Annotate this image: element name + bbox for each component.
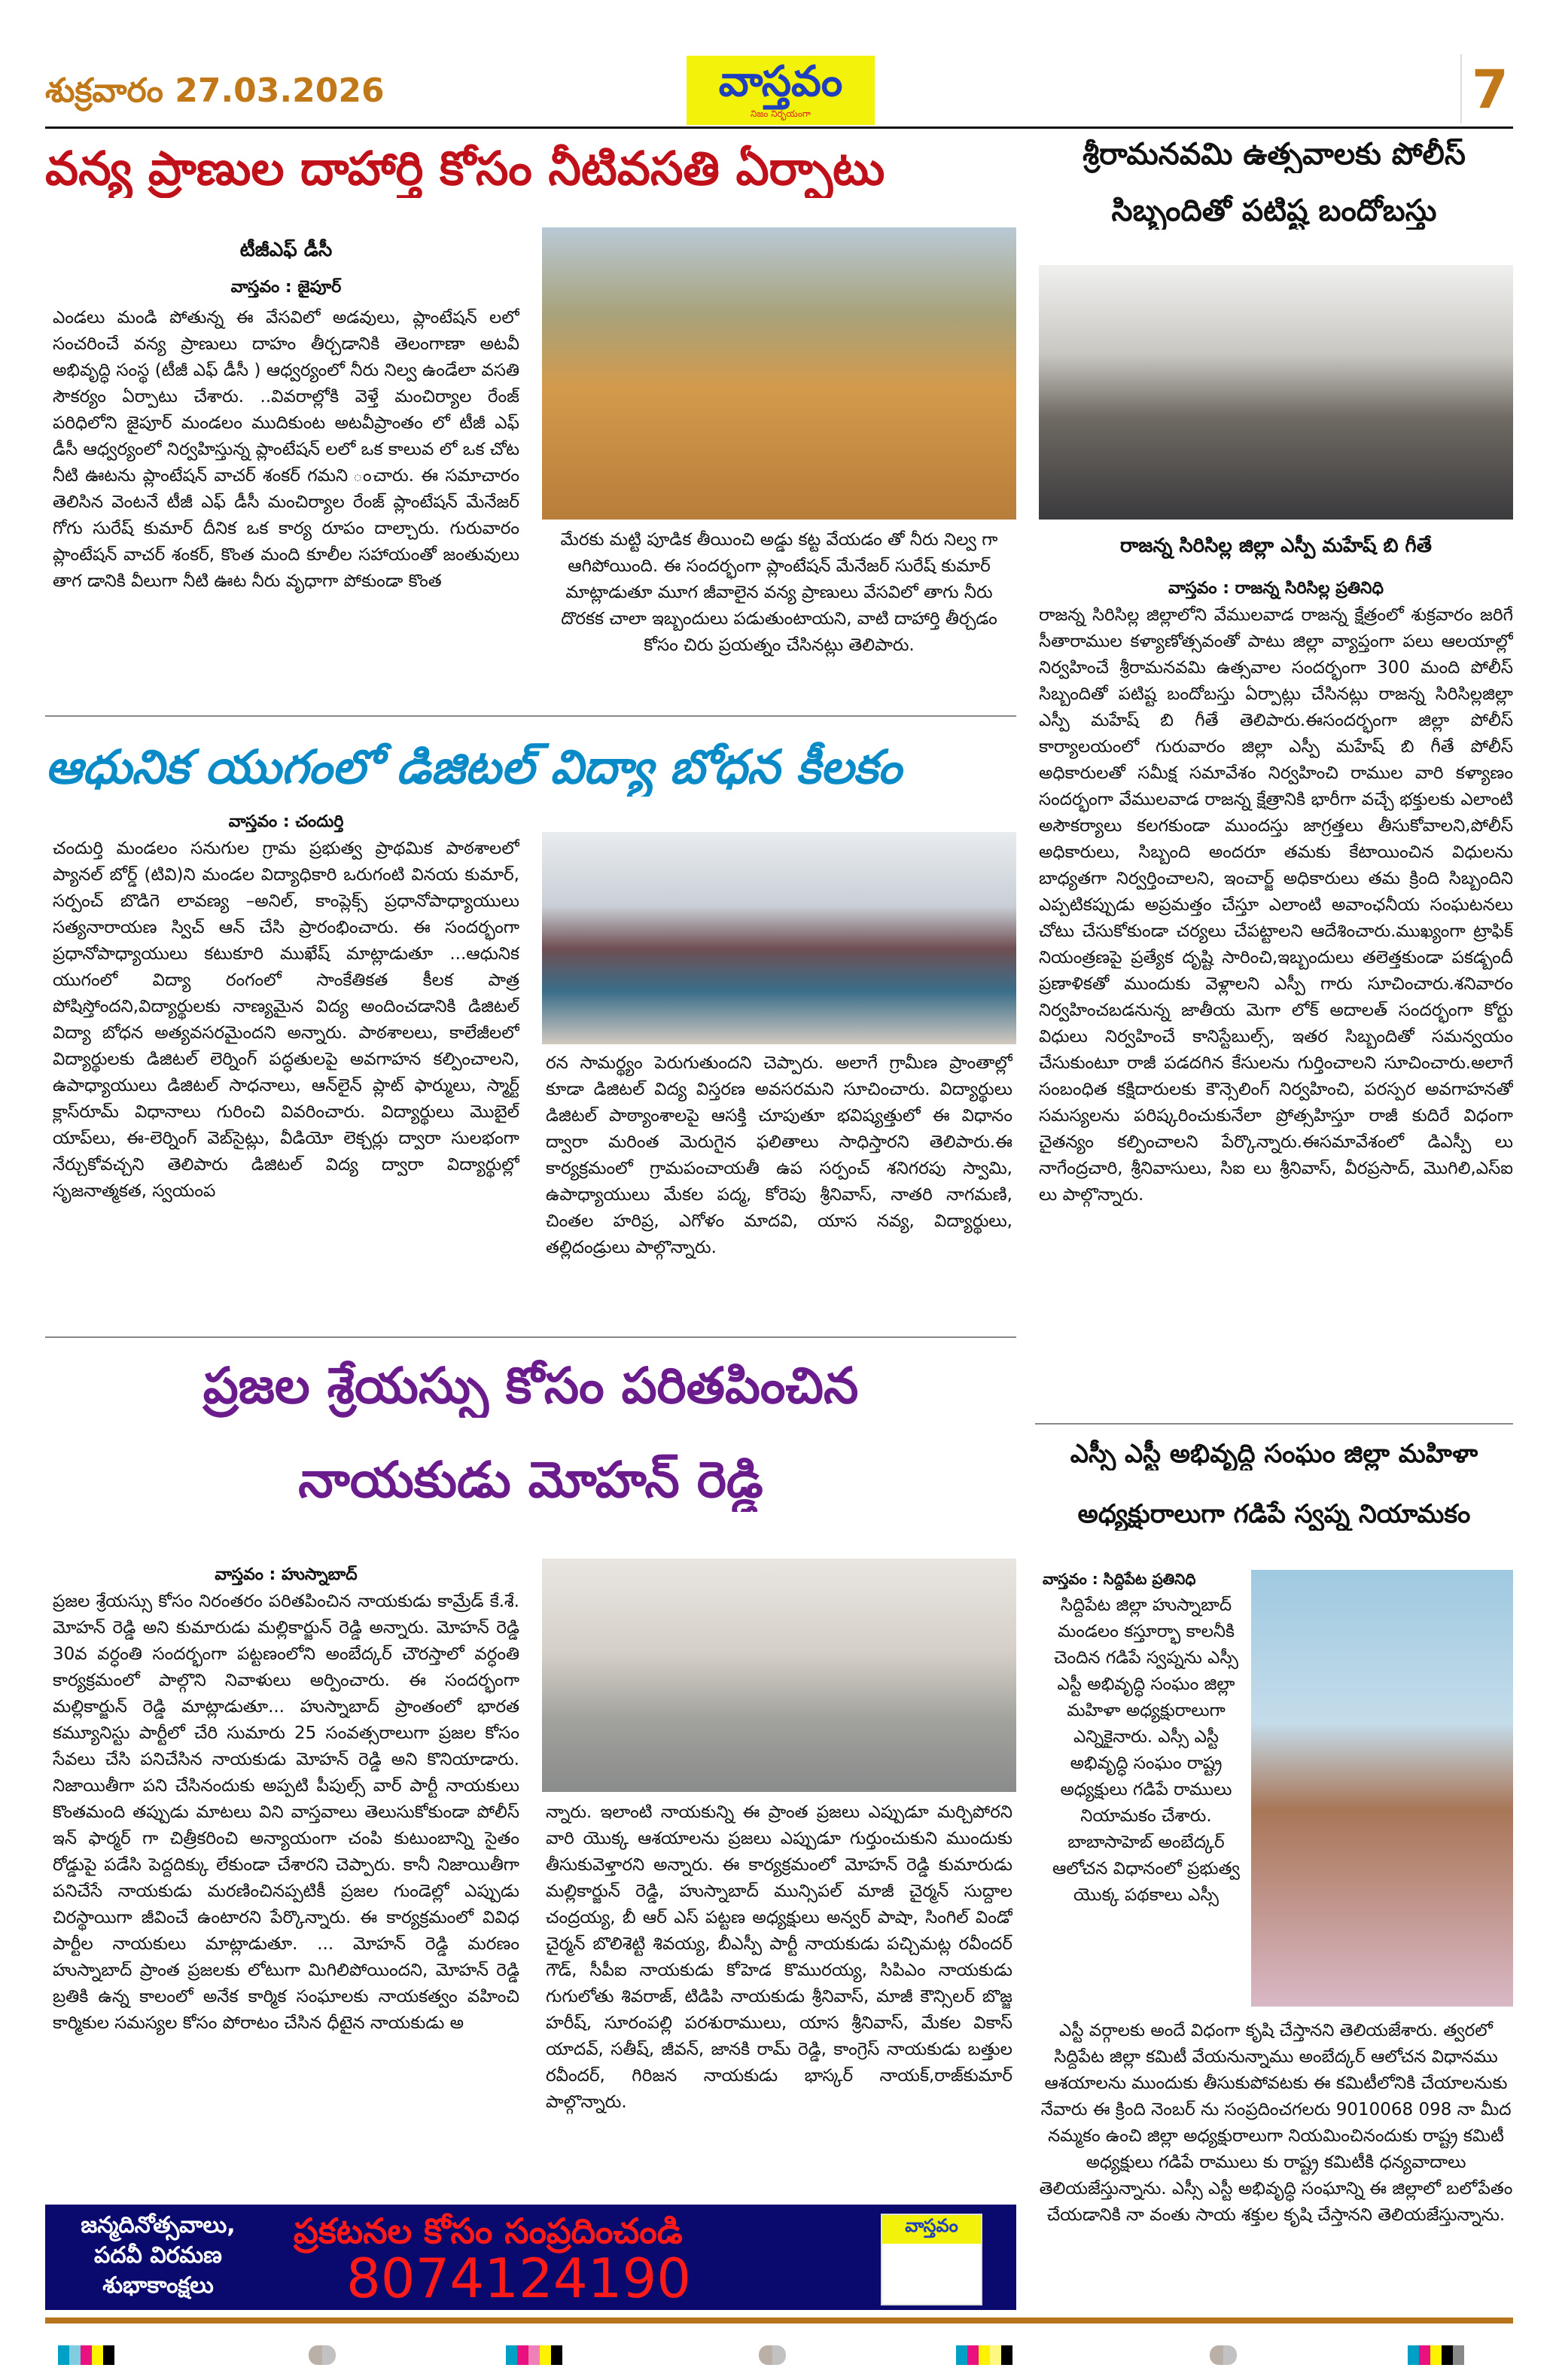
newspaper-logo — [687, 56, 875, 125]
article1-col2: మేరకు మట్టి పూడిక తీయించి అడ్డు కట్ట వేయడం తో నీరు నిల్వ గా ఆగిపోయింది. ఈ సందర్భంగా ప్లాంటేషన్ మేనేజర్ సురేష్ కుమార్ మాట్లాడుతూ మూగ జీవాలైన వన్య ప్రాణులు వేసవిలో తాగు నీరు దొరకక చాలా ఇబ్బందులు పడుతుంటాయని, వాటి దాహార్తి తీర్చడం కోసం చిరు ప్రయత్నం చేసినట్లు తెలిపారు. — [560, 530, 998, 655]
right1-photo-police-meeting — [1039, 265, 1513, 520]
color-bar — [92, 2345, 103, 2365]
ad-phone: 8074124190 — [346, 2247, 692, 2310]
article2-col1: చందుర్తి మండలం సనుగుల గ్రామ ప్రభుత్వ ప్రాథమిక పాఠశాలలో ప్యానల్ బోర్డ్ (టివి)ని మండల విద్యాధికారి ఒరుగంటి వినయ కుమార్, సర్పంచ్ బొడిగె లావణ్య –అనిల్, కాంప్లెక్స్ ప్రధానోపాధ్యాయులు సత్యనారాయణ స్విచ్ ఆన్ చేసి ప్రారంభించారు. ఈ సందర్భంగా ప్రధానోపాధ్యాయులు కటుకూరి ముఖేష్ మాట్లాడుతూ ...ఆధునిక యుగంలో విద్యా రంగంలో సాంకేతికత కీలక పాత్ర పోషిస్తోందని,విద్యార్థులకు నాణ్యమైన విద్య అందించడానికి డిజిటల్ విద్యా బోధన అత్యవసరమైందని అన్నారు. పాఠశాలలు, కాలేజీలలో విద్యార్థులకు డిజిటల్ లెర్నింగ్ పద్ధతులపై అవగాహన కల్పించాలని, ఉపాధ్యాయులు డిజిటల్ సాధనాలు, ఆన్‌లైన్ ప్లాట్ ఫార్ములు, స్మార్ట్ క్లాస్‌రూమ్ విధానాలు గురించి వివరించారు. విద్యార్థులు మొబైల్ యాప్‌లు, ఈ-లెర్నింగ్ వెబ్‌సైట్లు, వీడియో లెక్చర్లు ద్వారా సులభంగా నేర్చుకోవచ్చని తెలిపారు డిజిటల్ విద్య ద్వారా విద్యార్థుల్లో సృజనాత్మకత, స్వయంప — [53, 839, 519, 1201]
color-bar — [69, 2345, 81, 2365]
divider — [45, 715, 1016, 717]
right2-headline-line1: ఎస్సీ ఎస్టీ అభివృద్ధి సంఘం జిల్లా మహిళా — [1070, 1439, 1478, 1469]
divider — [1035, 1423, 1513, 1425]
color-bar — [551, 2345, 562, 2365]
right1-body: రాజన్న సిరిసిల్ల జిల్లాలోని వేములవాడ రాజన్న క్షేత్రంలో శుక్రవారం జరిగే సీతారాముల కళ్యాణోత్సవంతో పాటు జిల్లా వ్యాప్తంగా పలు ఆలయాల్లో నిర్వహించే శ్రీరామనవమి ఉత్సవాల సందర్భంగా 300 మంది పోలీస్ సిబ్బందితో పటిష్ట బందోబస్తు ఏర్పాట్లు చేసినట్లు రాజన్న సిరిసిల్లజిల్లా ఎస్పీ మహేష్ బి గీతే తెలిపారు.ఈసందర్భంగా జిల్లా పోలీస్ కార్యాలయంలో గురువారం జిల్లా ఎస్పీ మహేష్ బి గీతే పోలీస్ అధికారులతో సమీక్ష సమావేశం నిర్వహించి రాముల వారి కళ్యాణం సందర్భంగా వేములవాడ రాజన్న క్షేత్రానికి భారీగా వచ్చే భక్తులకు ఎలాంటి అసౌకర్యాలు కలగకుండా ముందస్తు జాగ్రత్తలు తీసుకోవాలని,పోలీస్ అధికారులు, సిబ్బంది అందరూ తమకు కేటాయించిన విధులను బాధ్యతగా నిర్వర్తించాలని, ఇంచార్జ్ అధికారులు తమ క్రింది సిబ్బందిని ఎప్పటికప్పుడు అప్రమత్తం చేస్తూ ఎలాంటి అవాంఛనీయ సంఘటనలు చోటు చేసుకోకుండా చర్యలు చేపట్టాలని ఆదేశించారు.ముఖ్యంగా ట్రాఫిక్ నియంత్రణపై ప్రత్యేక దృష్టి సారించి,ఇబ్బందులు తలెత్తకుండా పకడ్బందీ ప్రణాళికతో ముందుకు వెళ్లాలని ఎస్పీ గారు సూచించారు.శనివారం నిర్వహించబడనున్న జాతీయ మెగా లోక్ అదాలత్ సందర్భంగా కోర్టు విధులు నిర్వహించే కానిస్టేబుల్స్, ఇతర సిబ్బందితో సమన్వయం చేసుకుంటూ రాజీ పడదగిన కేసులను గుర్తించాలని సూచించారు.అలాగే సంబంధిత కక్షిదారులకు కౌన్సెలింగ్ నిర్వహించి, పరస్పర అవగాహనతో సమస్యలను పరిష్కరించుకునేలా ప్రోత్సహిస్తూ రాజీ కుదిరే విధంగా చైతన్యం కల్పించాలని పేర్కొన్నారు.ఈసమావేశంలో డిఎస్పీ లు నాగేంద్రచారి, శ్రీనివాసులు, సిఐ లు శ్రీనివాస్, వీరప్రసాద్, మొగిలి,ఎస్ఐ లు పాల్గొన్నారు. — [1039, 605, 1513, 1205]
color-bar — [1419, 2345, 1430, 2365]
color-bar — [1430, 2345, 1442, 2365]
color-bar — [1001, 2345, 1012, 2365]
article3-col2: న్నారు. ఇలాంటి నాయకున్ని ఈ ప్రాంత ప్రజలు ఎప్పుడూ మర్చిపోరని వారి యొక్క ఆశయాలను ప్రజలు ఎప్పుడూ గుర్తుంచుకుని ముందుకు తీసుకువెళ్తారని అన్నారు. ఈ కార్యక్రమంలో మోహన్ రెడ్డి కుమారుడు మల్లికార్జున్ రెడ్డి, హుస్నాబాద్ మున్సిపల్ మాజీ చైర్మన్ సుద్దాల చంద్రయ్య, బీ ఆర్ ఎస్ పట్టణ అధ్యక్షులు అన్వర్ పాషా, సింగిల్ విండో చైర్మన్ బొలిశెట్టి శివయ్య, బీఎస్పీ పార్టీ నాయకుడు పచ్చిమట్ల రవీందర్ గౌడ్, సీపీఐ నాయకుడు కోహెడ కొమురయ్య, సిపిఎం నాయకుడు గుగులోతు శివరాజ్, టిడిపి నాయకుడు శ్రీనివాస్, మాజీ కౌన్సిలర్ బొజ్జ హరీష్, సూరంపల్లి పరశురాములు, యాస శ్రీనివాస్, మేకల వికాస్ యాదవ్, సతీష్, జీవన్, జానకి రామ్ రెడ్డి, కాంగ్రెస్ నాయకుడు బత్తుల రవీందర్, గిరిజన నాయకుడు భాస్కర్ నాయక్,రాజ్‌కుమార్ పాల్గొన్నారు. — [546, 1803, 1012, 2112]
ad-mini-newspaper — [881, 2214, 982, 2305]
right1-caption: రాజన్న సిరిసిల్ల జిల్లా ఎస్పీ మహేష్ బి గీతే — [1120, 535, 1432, 557]
footer-rule — [45, 2318, 1513, 2324]
right1-dateline: వాస్తవం : రాజన్న సిరిసిల్ల ప్రతినిధి — [1168, 579, 1384, 598]
divider — [45, 1336, 1016, 1338]
article2-dateline: వాస్తవం : చందుర్తి — [228, 812, 344, 831]
article3-dateline: వాస్తవం : హుస్నాబాద్ — [215, 1565, 358, 1584]
right1-headline-line1: శ్రీరామనవమి ఉత్సవాలకు పోలీస్ — [1083, 137, 1466, 172]
article3-photo-tribute — [542, 1559, 1016, 1792]
color-bar — [58, 2345, 69, 2365]
gray-mark — [1210, 2345, 1237, 2365]
color-bar — [956, 2345, 967, 2365]
article1-headline: వన్య ప్రాణుల దాహార్తి కోసం నీటివసతి ఏర్పాటు — [45, 141, 885, 196]
divider — [1460, 54, 1462, 123]
ad-headline: ప్రకటనల కోసం సంప్రదించండి — [294, 2211, 683, 2251]
color-bar — [103, 2345, 114, 2365]
right1-headline-line2: సిబ్బందితో పటిష్ట బందోబస్తు — [1111, 194, 1437, 228]
ad-left-line: పదవీ విరమణ — [94, 2242, 222, 2269]
right2-portrait-photo — [1251, 1570, 1513, 2007]
right2-headline-line2: అధ్యక్షురాలుగా గడిపే స్వప్న నియామకం — [1077, 1499, 1471, 1529]
ad-left-line: శుభాకాంక్షలు — [102, 2272, 214, 2299]
article1-photo-waterhole — [542, 227, 1016, 520]
color-bar — [1442, 2345, 1453, 2365]
logo-tagline: నిజం నిర్భయంగా — [751, 108, 811, 119]
ad-left-text — [45, 2211, 271, 2301]
ad-mini-logo: వాస్తవం — [882, 2215, 981, 2244]
ad-left-line: జన్మదినోత్సవాలు, — [81, 2212, 236, 2238]
color-bar — [979, 2345, 990, 2365]
article2-col2: రన సామర్థ్యం పెరుగుతుందని చెప్పారు. అలాగే గ్రామీణ ప్రాంతాల్లో కూడా డిజిటల్ విద్య విస్తరణ అవసరమని సూచించారు. విద్యార్థులు డిజిటల్ పాఠ్యాంశాలపై ఆసక్తి చూపుతూ భవిష్యత్తులో ఈ విధానం ద్వారా మరింత మెరుగైన ఫలితాలు సాధిస్తారని తెలిపారు.ఈ కార్యక్రమంలో గ్రామపంచాయతీ ఉప సర్పంచ్ శనిగరపు స్వామి, ఉపాధ్యాయులు మేకల పద్మ, కోరెపు శ్రీనివాస్, నాతరి నాగమణి, చింతల హరిప్ర, ఎగోళం మాదవి, యాస నవ్య, విద్యార్థులు, తల్లిదండ్రులు పాల్గొన్నారు. — [546, 1053, 1012, 1257]
article3-headline-line1: ప్రజల శ్రేయస్సు కోసం పరితపించిన — [202, 1357, 859, 1415]
color-bar — [528, 2345, 540, 2365]
article3-col1: ప్రజల శ్రేయస్సు కోసం నిరంతరం పరితపించిన నాయకుడు కామ్రేడ్ కే.శే. మోహన్ రెడ్డి అని కుమారుడు మల్లికార్జున్ రెడ్డి అన్నారు. మోహన్ రెడ్డి 30వ వర్ధంతి సందర్భంగా పట్టణంలోని అంబేద్కర్ చౌరస్తాలో వర్ధంతి కార్యక్రమంలో పాల్గొని నివాళులు అర్పించారు. ఈ సందర్భంగా మల్లికార్జున్ రెడ్డి మాట్లాడుతూ... హుస్నాబాద్ ప్రాంతంలో భారత కమ్యూనిస్టు పార్టీలో చేరి సుమారు 25 సంవత్సరాలుగా ప్రజల కోసం సేవలు చేసి పనిచేసిన నాయకుడు మోహన్ రెడ్డి అని కొనియాడారు. నిజాయితీగా పని చేసినందుకు అప్పటి పీపుల్స్ వార్ పార్టీ నాయకులు కొంతమంది తప్పుడు మాటలు విని వాస్తవాలు తెలుసుకోకుండా పోలీస్ ఇన్ ఫార్మర్ గా చిత్రీకరించి అన్యాయంగా చంపి కుటుంబాన్ని సైతం రోడ్డుపై పడేసి పెద్దదిక్కు లేకుండా చేశారని చెప్పారు. కానీ నిజాయితీగా పనిచేసే నాయకుడు మరణించినప్పటికీ ప్రజల గుండెల్లో ఎప్పుడు చిరస్థాయిగా జీవించే ఉంటారని పేర్కొన్నారు. ఈ కార్యక్రమంలో వివిధ పార్టీల నాయకులు మాట్లాడుతూ. ... మోహన్ రెడ్డి మరణం హుస్నాబాద్ ప్రాంత ప్రజలకు లోటుగా మిగిలిపోయిందని, మోహన్ రెడ్డి బ్రతికి ఉన్న కాలంలో అనేక కార్మిక సంఘాలకు నాయకత్వం వహించి కార్మికుల సమస్యల కోసం పోరాటం చేసిన ధీటైన నాయకుడు అ — [53, 1592, 519, 2033]
right2-body: ఎస్టీ వర్గాలకు అందే విధంగా కృషి చేస్తానని తెలియజేశారు. త్వరలో సిద్దిపేట జిల్లా కమిటీ వేయనున్నాము అంబేద్కర్ ఆలోచన విధానము ఆశయాలను ముందుకు తీసుకుపోవటకు ఈ కమిటీలోనికి చేయాలనుకు నేవారు ఈ క్రింది నెంబర్ ను సంప్రదించగలరు 9010068 098 నా మీద నమ్మకం ఉంచి జిల్లా అధ్యక్షురాలుగా నియమించినందుకు రాష్ట్ర కమిటీ అధ్యక్షులు గడిపే రాములు కు రాష్ట్ర కమిటీకి ధన్యవాదాలు తెలియజేస్తున్నాను. ఎస్సీ ఎస్టీ అభివృద్ధి సంఘాన్ని ఈ జిల్లాలో బలోపేతం చేయడానికి నా వంతు సాయ శక్తుల కృషి చేస్తానని తెలియజేస్తున్నాను. — [1039, 2021, 1513, 2225]
article3-headline-line2: నాయకుడు మోహన్ రెడ్డి — [298, 1451, 763, 1509]
color-bar — [990, 2345, 1001, 2365]
color-bar — [81, 2345, 92, 2365]
color-bar — [967, 2345, 979, 2365]
right2-side-text: సిద్దిపేట జిల్లా హుస్నాబాద్ మండలం కస్తూర్భా కాలనీకి చెందిన గడిపే స్వప్నను ఎస్సీ ఎస్టీ అభివృద్ధి సంఘం జిల్లా మహిళా అధ్యక్షురాలుగా ఎన్నికైనారు. ఎస్సీ ఎస్టీ అభివృద్ధి సంఘం రాష్ట్ర అధ్యక్షులు గడిపే రాములు నియామకం చేశారు. బాబాసాహెబ్ అంబేద్కర్ ఆలోచన విధానంలో ప్రభుత్వ యొక్క పథకాలు ఎస్సీ — [1052, 1595, 1240, 1905]
issue-date: శుక్రవారం 27.03.2026 — [45, 72, 385, 110]
article2-headline: ఆధునిక యుగంలో డిజిటల్ విద్యా బోధన కీలకం — [45, 739, 902, 794]
color-bar — [1408, 2345, 1419, 2365]
right2-dateline: వాస్తవం : సిద్దిపేట ప్రతినిధి — [1043, 1570, 1196, 1588]
color-bar — [540, 2345, 551, 2365]
logo-text: వాస్తవం — [718, 57, 843, 106]
article2-photo-school-group — [542, 832, 1016, 1044]
header-rule — [45, 126, 1513, 129]
article1-dateline: వాస్తవం : జైపూర్ — [230, 278, 342, 297]
article1-col1: ఎండలు మండి పోతున్న ఈ వేసవిలో అడవులు, ప్లాంటేషన్ లలో సంచరించే వన్య ప్రాణులు దాహం తీర్చడానికి తెలంగాణా అటవీ అభివృద్ధి సంస్థ (టీజీ ఎఫ్ డీసీ ) ఆధ్వర్యంలో నీరు నిల్వ ఉండేలా వసతి సౌకర్యం ఏర్పాటు చేశారు. ..వివరాల్లోకి వెళ్తే మంచిర్యాల రేంజ్ పరిధిలోని జైపూర్ మండలం ముదికుంట అటవీప్రాంతం లో టీజీ ఎఫ్ డీసీ ఆధ్వర్యంలో నిర్వహిస్తున్న ప్లాంటేషన్ లలో ఒక కాలువ లో ఒక చోట నీటి ఊటను ప్లాంటేషన్ వాచర్ శంకర్ గమని ంచారు. ఈ సమాచారం తెలిసిన వెంటనే టీజీ ఎఫ్ డీసీ మంచిర్యాల రేంజ్ ప్లాంటేషన్ మేనేజర్ గోగు సురేష్ కుమార్ దీనిక ఒక కార్య రూపం దాల్చారు. గురువారం ప్లాంటేషన్ వాచర్ శంకర్, కొంత మంది కూలీల సహాయంతో జంతువులు తాగ డానికి వీలుగా నీటి ఊట నీరు వృధాగా పోకుండా కొంత — [53, 308, 519, 591]
color-bar — [506, 2345, 517, 2365]
gray-mark — [309, 2345, 336, 2365]
gray-mark — [759, 2345, 786, 2365]
color-bar — [517, 2345, 528, 2365]
page-number: 7 — [1472, 59, 1509, 120]
color-bar — [1453, 2345, 1464, 2365]
advertisement-banner — [45, 2205, 1016, 2310]
article1-subhead: టీజీఎఫ్ డీసీ — [239, 239, 333, 261]
